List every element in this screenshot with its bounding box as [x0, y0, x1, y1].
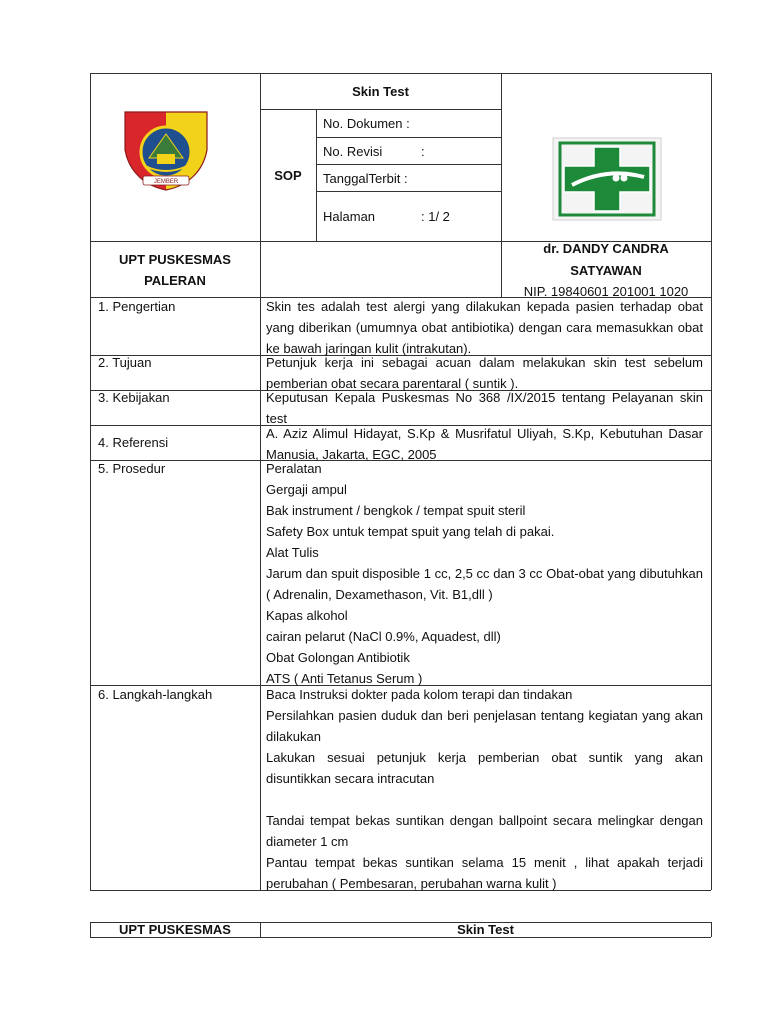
prosedur-item: ATS ( Anti Tetanus Serum ) — [266, 671, 423, 686]
row-label-kebijakan: 3. Kebijakan — [98, 390, 170, 405]
org-name-line1: UPT PUSKESMAS — [119, 252, 231, 267]
signer-name-line1: dr. DANDY CANDRA — [543, 241, 669, 256]
langkah-item: Persilahkan pasien duduk dan beri penjelasan tentang kegiatan yang akan dilakukan — [266, 708, 703, 744]
table-border-left — [90, 73, 91, 890]
halaman-label: Halaman — [323, 209, 376, 224]
langkah-item: Tandai tempat bekas suntikan dengan ballpoint secara melingkar dengan diameter 1 cm — [266, 813, 703, 849]
footer-title: Skin Test — [457, 922, 514, 937]
langkah-item: Baca Instruksi dokter pada kolom terapi dan tindakan — [266, 687, 573, 702]
row-label-langkah: 6. Langkah-langkah — [98, 687, 213, 702]
revisi-colon: : — [421, 144, 425, 159]
doc-no-label: No. Dokumen : — [323, 116, 410, 131]
footer-border-right — [711, 922, 712, 937]
regency-logo — [123, 110, 209, 192]
revisi-divider — [316, 164, 501, 165]
langkah-item-spacer — [266, 789, 703, 810]
puskesmas-logo — [552, 137, 662, 221]
row-label-tujuan: 2. Tujuan — [98, 355, 152, 370]
terbit-label: TanggalTerbit : — [323, 171, 408, 186]
prosedur-item: Obat Golongan Antibiotik — [266, 650, 410, 665]
prosedur-list — [266, 458, 703, 689]
sop-label: SOP — [274, 168, 302, 183]
footer-org: UPT PUSKESMAS — [119, 922, 231, 937]
row-label-referensi: 4. Referensi — [98, 435, 169, 450]
terbit-divider — [316, 191, 501, 192]
sop-column-divider — [316, 109, 317, 241]
row-label-pengertian: 1. Pengertian — [98, 299, 176, 314]
row-label-prosedur: 5. Prosedur — [98, 461, 166, 476]
prosedur-item: Bak instrument / bengkok / tempat spuit steril — [266, 503, 526, 518]
signer-nip: NIP. 19840601 201001 1020 — [523, 284, 689, 299]
row-text-referensi: A. Aziz Alimul Hidayat, S.Kp & Musrifatul Uliyah, S.Kp, Kebutuhan Dasar Manusia, Jakarta, EGC, 2005 — [266, 426, 703, 462]
sop-title: Skin Test — [352, 84, 409, 99]
table-border-top — [90, 73, 711, 74]
prosedur-item: Peralatan — [266, 461, 322, 476]
revisi-label: No. Revisi — [323, 144, 383, 159]
prosedur-item: Safety Box untuk tempat spuit yang telah di pakai. — [266, 524, 555, 539]
title-divider — [260, 109, 501, 110]
langkah-item: Lakukan sesuai petunjuk kerja pemberian obat suntik yang akan disuntikkan secara intracutan — [266, 750, 703, 786]
prosedur-item: Alat Tulis — [266, 545, 319, 560]
prosedur-item: cairan pelarut (NaCl 0.9%, Aquadest, dll) — [266, 629, 501, 644]
row-text-pengertian: Skin tes adalah test alergi yang dilakukan kepada pasien terhadap obat yang diberikan (umumnya obat antibiotika) dengan cara memasukkan obat ke bawah jaringan kulit (intrakutan). — [266, 299, 703, 356]
halaman-value: : 1/ 2 — [421, 209, 450, 224]
prosedur-item: Kapas alkohol — [266, 608, 348, 623]
langkah-list — [266, 684, 703, 894]
signer-name-line2: SATYAWAN — [570, 263, 642, 278]
prosedur-item: Gergaji ampul — [266, 482, 347, 497]
row-text-tujuan: Petunjuk kerja ini sebagai acuan dalam melakukan skin test sebelum pemberian obat secara parentaral ( suntik ). — [266, 355, 703, 391]
doc-no-divider — [316, 137, 501, 138]
table-border-right — [711, 73, 712, 890]
prosedur-item: Jarum dan spuit disposible 1 cc, 2,5 cc dan 3 cc Obat-obat yang dibutuhkan ( Adrenalin, Dexamethason, Vit. B1,dll ) — [266, 566, 703, 602]
label-column-divider — [260, 73, 261, 890]
row-text-kebijakan: Keputusan Kepala Puskesmas No 368 /IX/2015 tentang Pelayanan skin test — [266, 390, 703, 426]
org-name-line2: PALERAN — [144, 273, 206, 288]
regency-logo-text: JEMBER — [153, 179, 179, 185]
langkah-item: Pantau tempat bekas suntikan selama 15 menit , lihat apakah terjadi perubahan ( Pembesaran, perubahan warna kulit ) — [266, 855, 703, 891]
